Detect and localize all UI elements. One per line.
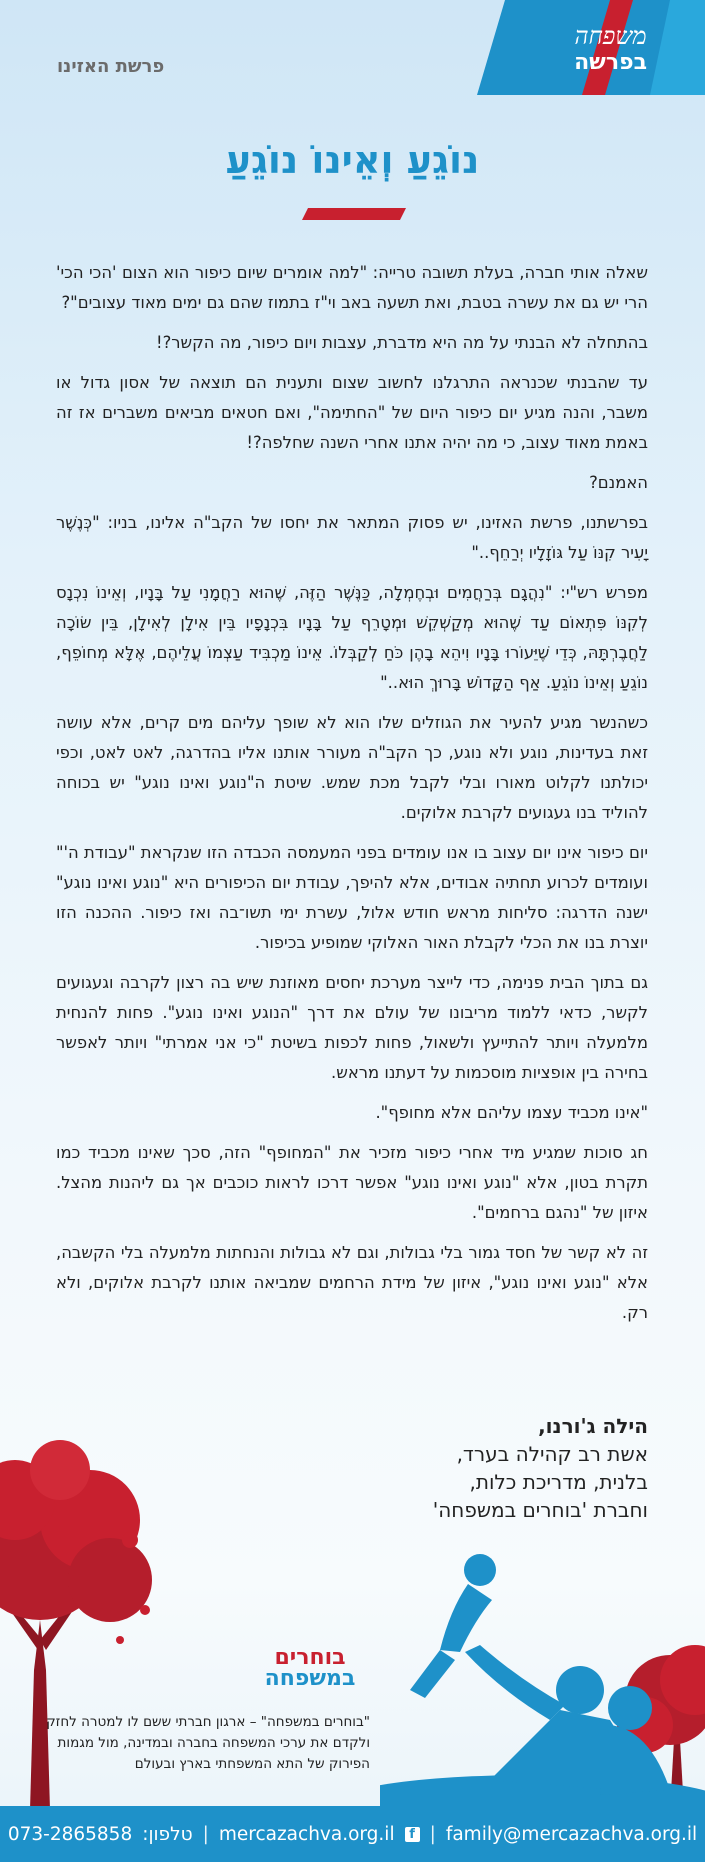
footer-phone[interactable]: 073-2865858 [7, 1823, 133, 1845]
facebook-icon[interactable]: f [405, 1827, 420, 1842]
paragraph: בפרשתנו, פרשת האזינו, יש פסוק המתאר את יחסו של הקב"ה אלינו, בניו: "כְּנֶשֶׁר יָעִיר קִנּוֹ עַל גּוֹזָלָיו יְרַחֵף.." [56, 513, 648, 562]
brand-logo [574, 24, 647, 74]
paragraph: שאלה אותי חברה, בעלת תשובה טרייה: "למה אומרים שיום כיפור הוא הצום 'הכי הכי' הרי יש גם את עשרה בטבת, ואת תשעה באב וי"ז בתמוז שהם גם ימים מאוד עצובים"? [56, 263, 648, 312]
paragraph: עד שהבנתי שכנראה התרגלנו לחשוב שצום ותענית הם תוצאה של אסון גדול או משבר, והנה מגיע יום כיפור היום של "החתימה", ואם חטאים מביאים משברים אז זה באמת מאוד עצוב, כי מה יהיה אתנו אחרי השנה שחלפה?! [56, 373, 648, 452]
brand-line1: משפחה [574, 22, 647, 50]
org-description: "בוחרים במשפחה" – ארגון חברתי ששם לו למטרה לחזק ולקדם את ערכי המשפחה בחברה ובמדינה, מול מגמות הפירוק של התא המשפחתי בארץ ובעולם [46, 1714, 370, 1772]
footer-phone-label: טלפון: [142, 1823, 193, 1845]
page-title: נוֹגֵעַ וְאֵינוֹ נוֹגֵעַ [225, 138, 480, 182]
brand-line2: בפרשה [574, 50, 647, 75]
author-signature [433, 1412, 648, 1524]
footer-email[interactable]: family@mercazachva.org.il [445, 1823, 698, 1845]
author-line: אשת רב קהילה בערד, [456, 1442, 648, 1466]
paragraph: גם בתוך הבית פנימה, כדי לייצר מערכת יחסים מאוזנת שיש בה רצון לקרבה וגעגועים לקשר, כדאי ללמוד מריבונו של עולם את דרך "הנוגע ואינו נוגע". פחות להנחית מלמעלה ויותר להתייעץ ולשאול, פחות לכפות בשיטת "כי אני אמרתי" ויותר לאפשר בחירה בין אופציות מוסכמות על דעתנו מראש. [56, 973, 648, 1082]
paragraph: זה לא קשר של חסד גמור בלי גבולות, וגם לא גבולות והנחתות מלמעלה בלי הקשבה, אלא "נוגע ואינו נוגע", איזון של מידת הרחמים שמביאה אותנו לקרבת אלוקים, ולא רק. [56, 1243, 648, 1322]
title-underline [302, 208, 406, 220]
author-line: בלנית, מדריכת כלות, [469, 1470, 648, 1494]
paragraph: כשהנשר מגיע להעיר את הגוזלים שלו הוא לא שופך עליהם מים קרים, אלא עושה זאת בעדינות, נוגע ולא נוגע, כך הקב"ה מעורר אותנו אליו בהדרגה, לאט לאט, וכפי יכולתנו לקלוט מאורו ובלי לקבל מכת שמש. שיטת ה"נוגע ואינו נוגע" יש בכוחה להוליד בנו געגועים לקרבת אלוקים. [56, 713, 648, 822]
author-line: וחברת 'בוחרים במשפחה' [432, 1498, 648, 1522]
paragraph: מפרש רש"י: "נִהֲגָם בְּרַחֲמִים וּבְחֶמְלָה, כַּנֶּשֶׁר הַזֶּה, שֶׁהוּא רַחֲמָנִי עַל בָּנָיו, וְאֵינוֹ נִכְנָס לְקִנּוֹ פִּתְאוֹם עַד שֶׁהוּא מְקַשְׁקֵשׁ וּמְטָרֵף עַל בָּנָיו בִּכְנָפָיו בֵּין אִילָן לְאִילָן, בֵּין שׂוֹכָה לַחֲבֶרְתָּהּ, כְּדֵי שֶׁיֵּעוֹרוּ בָּנָיו וִיהֵא בָהֶן כֹּחַ לְקַבְּלוֹ. אֵינוֹ מַכְבִּיד עַצְמוֹ עֲלֵיהֶם, אֶלָּא מְחוֹפֵף, נוֹגֵעַ וְאֵינוֹ נוֹגֵעַ. אַף הַקָּדוֹשׁ בָּרוּךְ הוּא.." [56, 583, 648, 692]
paragraph: בהתחלה לא הבנתי על מה היא מדברת, עצבות ויום כיפור, מה הקשר?! [156, 333, 648, 352]
family-silhouette-illustration [380, 1540, 705, 1820]
bocharim-bamishpacha-logo [250, 1645, 370, 1705]
footer-contact-bar [0, 1806, 705, 1862]
paragraph: "אינו מכביד עצמו עליהם אלא מחופף". [375, 1103, 648, 1122]
footer-website[interactable]: mercazachva.org.il [218, 1823, 395, 1845]
footer-divider: | [429, 1823, 436, 1845]
paragraph: האמנם? [589, 473, 648, 492]
parasha-label: פרשת האזינו [57, 56, 165, 77]
paragraph: חג סוכות שמגיע מיד אחרי כיפור מזכיר את "המחופף" הזה, סכך שאינו מכביד כמו תקרת בטון, אלא "נוגע ואינו נוגע" אפשר דרכו לראות כוכבים אך גם ליהנות מהצל. איזון של "נהגם ברחמים". [56, 1143, 648, 1222]
author-name: הילה ג'ורנו, [538, 1414, 648, 1438]
org-logo-bottom: במשפחה [264, 1666, 356, 1691]
footer-divider: | [202, 1823, 209, 1845]
org-logo-top: בוחרים [274, 1645, 346, 1670]
paragraph: יום כיפור אינו יום עצוב בו אנו עומדים בפני המעמסה הכבדה הזו שנקראת "עבודת ה'" ועומדים לכרוע תחתיה אבודים, אלא להיפך, עבודת יום הכיפורים היא "נוגע ואינו נוגע" ישנה הדרגה: סליחות מראש חודש אלול, עשרת ימי תשו־בה ואז כיפור. ההכנה הזו יוצרת בנו את הכלי לקבלת האור האלוקי שמופיע בכיפור. [56, 843, 648, 952]
article-body [56, 258, 648, 1338]
